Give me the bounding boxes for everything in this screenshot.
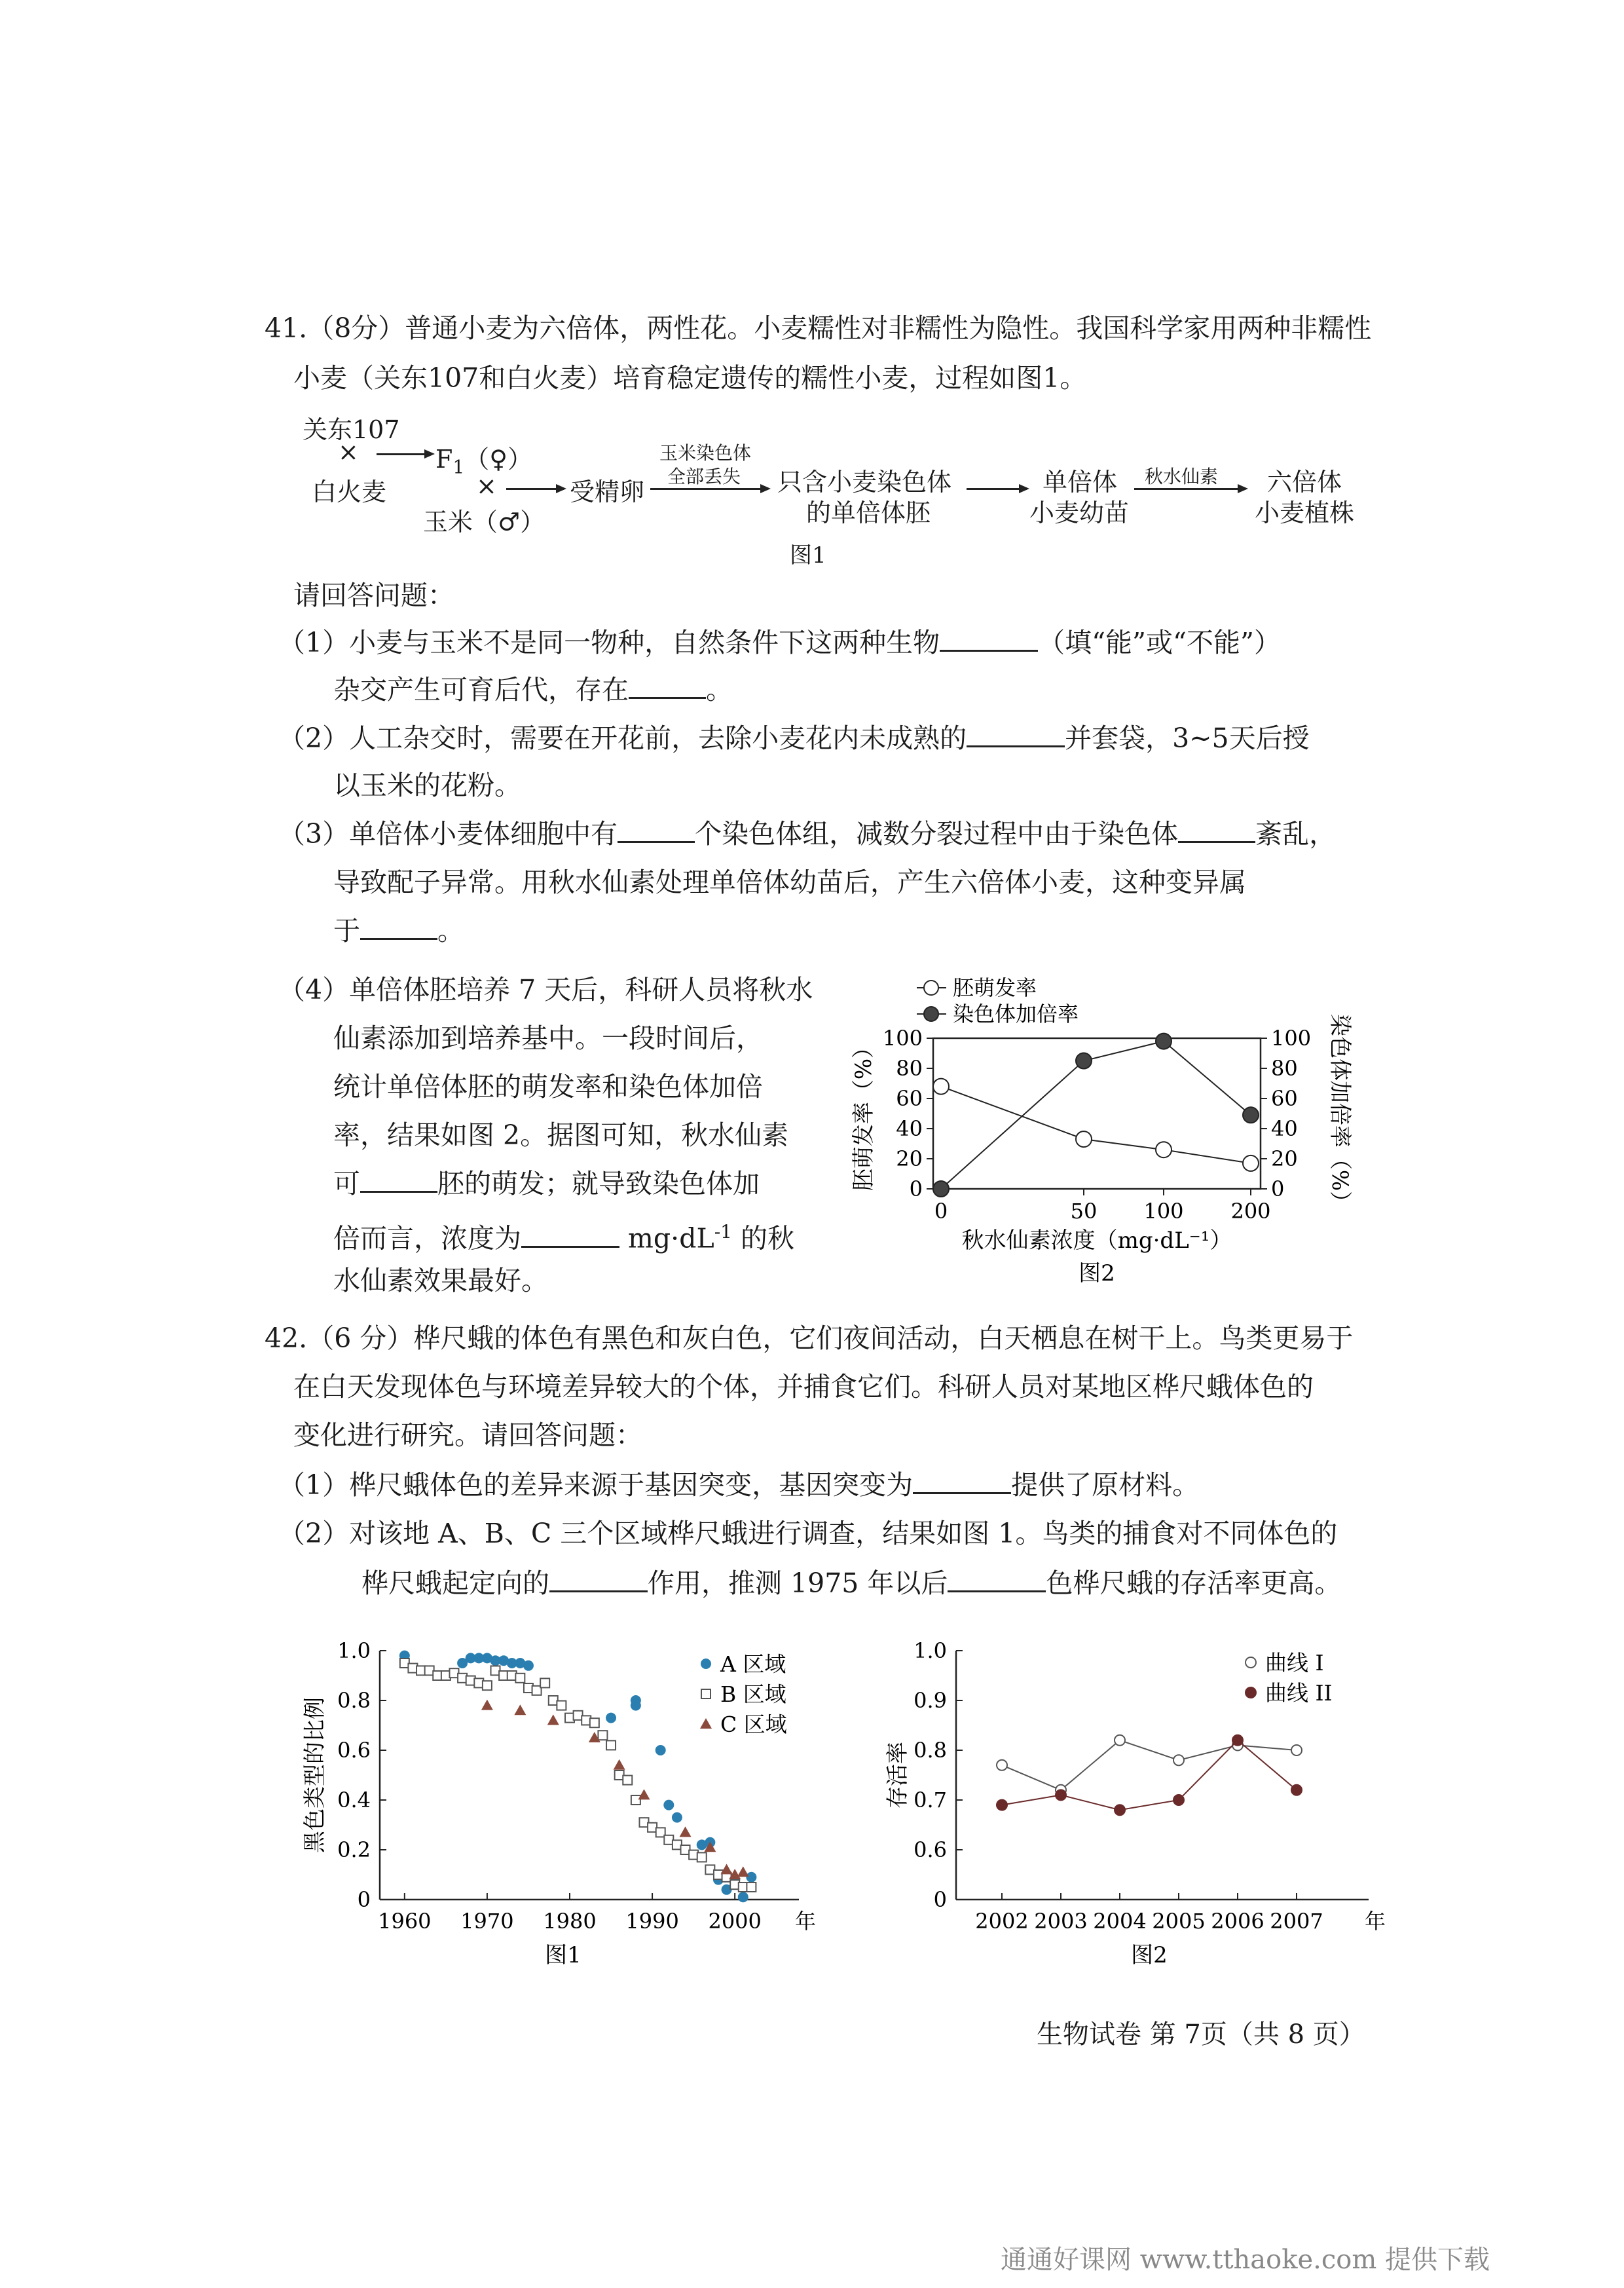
- data-point: [680, 1826, 692, 1837]
- data-point: [737, 1866, 749, 1877]
- x-tick-label: 2000: [708, 1909, 762, 1934]
- flow-arrow-3: [650, 488, 768, 490]
- data-point: [1056, 1790, 1066, 1800]
- answer-blank: [618, 815, 695, 843]
- flow-arrow-2: [506, 488, 564, 490]
- data-point: [1156, 1142, 1172, 1157]
- flow-arrow-5: [1134, 488, 1246, 490]
- legend-marker: [1246, 1687, 1256, 1698]
- data-point: [997, 1800, 1007, 1810]
- q42-line1: 42.（6 分）桦尺蛾的体色有黑色和灰白色，它们夜间活动，白天栖息在树干上。鸟类更易于: [265, 1322, 1354, 1354]
- data-point: [590, 1718, 599, 1727]
- flow-colchicine-label: 秋水仙素: [1145, 466, 1219, 487]
- answer-blank: [629, 671, 706, 699]
- data-point: [598, 1731, 607, 1740]
- x-tick-label: 2003: [1034, 1909, 1088, 1934]
- data-point: [523, 1660, 534, 1671]
- q41-part4-line7: 水仙素效果最好。: [333, 1265, 548, 1296]
- data-point: [1291, 1745, 1302, 1755]
- legend-marker: [924, 1007, 938, 1021]
- data-point: [481, 1700, 493, 1710]
- flow-arrow-label-1: 玉米染色体: [659, 442, 752, 464]
- data-point: [1076, 1053, 1092, 1069]
- q41-part1-line1: （1）小麦与玉米不是同一物种，自然条件下这两种生物 （填“能”或“不能”）: [278, 616, 1281, 669]
- y-tick-label: 0.8: [337, 1688, 371, 1713]
- page-footer: 生物试卷 第 7页（共 8 页）: [1037, 2019, 1365, 2050]
- answer-blank: [1178, 815, 1255, 843]
- flow-corn: 玉米（♂）: [423, 508, 545, 536]
- q41-part3-line3: 于 。: [333, 904, 464, 958]
- x-tick-label: 1970: [460, 1909, 514, 1934]
- flow-embryo-1: 只含小麦染色体: [777, 468, 952, 497]
- y-tick-label-right: 60: [1271, 1086, 1298, 1111]
- answer-blank: [940, 624, 1038, 652]
- legend-label: 染色体加倍率: [953, 1002, 1079, 1026]
- series-line: [941, 1087, 1251, 1163]
- chart-caption: 图1: [545, 1942, 581, 1968]
- data-point: [672, 1812, 682, 1823]
- q41-part4-line3: 统计单倍体胚的萌发率和染色体加倍: [333, 1071, 763, 1102]
- chart-caption: 图2: [1079, 1260, 1115, 1286]
- y-tick-label: 0.6: [913, 1837, 947, 1862]
- data-point: [514, 1704, 526, 1715]
- y-tick-label: 0.2: [337, 1837, 371, 1862]
- y-tick-label: 0.7: [913, 1788, 947, 1812]
- y-axis-label: 存活率: [885, 1742, 911, 1809]
- q42-line2: 在白天发现体色与环境差异较大的个体，并捕食它们。科研人员对某地区桦尺蛾体色的: [293, 1371, 1314, 1402]
- data-point: [1115, 1735, 1125, 1746]
- q42-part2-line2: 桦尺蛾起定向的 作用，推测 1975 年以后 色桦尺蛾的存活率更高。: [361, 1556, 1341, 1610]
- data-point: [1115, 1805, 1125, 1815]
- q42-part1: （1）桦尺蛾体色的差异来源于基因突变，基因突变为 提供了原材料。: [278, 1458, 1199, 1512]
- answer-blank: [967, 719, 1065, 747]
- legend-marker: [701, 1659, 711, 1669]
- data-point: [721, 1864, 733, 1874]
- q41-part2-line1: （2）人工杂交时，需要在开花前，去除小麦花内未成熟的 并套袋，3~5天后授: [278, 711, 1310, 765]
- flow-f1: $F_1(♀)$: [435, 445, 532, 478]
- y-tick-label-left: 40: [896, 1116, 923, 1141]
- chart-black-proportion: [295, 1631, 838, 1972]
- x-tick-label: 2006: [1211, 1909, 1264, 1934]
- legend-label: 胚萌发率: [953, 975, 1037, 1000]
- y-tick-label: 0.9: [913, 1688, 947, 1713]
- plot-frame: [933, 1038, 1261, 1189]
- y-tick-label-right: 80: [1271, 1056, 1298, 1081]
- q41-part4-line1: （4）单倍体胚培养 7 天后，科研人员将秋水: [278, 974, 813, 1005]
- flow-caption: 图1: [790, 542, 826, 569]
- flow-cross-symbol-2: ×: [476, 472, 497, 500]
- q42-line3: 变化进行研究。请回答问题：: [293, 1419, 642, 1451]
- chart-caption: 图2: [1131, 1942, 1168, 1968]
- data-point: [1156, 1034, 1172, 1049]
- data-point: [697, 1852, 707, 1862]
- flow-plant-1: 六倍体: [1267, 468, 1342, 497]
- data-point: [1173, 1755, 1184, 1765]
- x-axis-label: 年: [794, 1909, 817, 1934]
- data-point: [1243, 1107, 1259, 1123]
- data-point: [623, 1776, 632, 1785]
- y-axis-label-right: 染色体加倍率（%）: [1327, 1013, 1353, 1214]
- y-tick-label: 0: [357, 1887, 371, 1912]
- x-tick-label: 0: [934, 1199, 948, 1224]
- legend-label: 曲线 I: [1265, 1650, 1324, 1676]
- answer-blank: [360, 912, 437, 940]
- q41-part4-line2: 仙素添加到培养基中。一段时间后，: [333, 1022, 763, 1054]
- y-tick-label: 0.4: [337, 1788, 371, 1812]
- y-tick-label: 1.0: [337, 1638, 371, 1663]
- flow-zygote: 受精卵: [570, 478, 645, 506]
- data-point: [557, 1701, 566, 1710]
- legend-marker: [700, 1718, 712, 1729]
- y-tick-label: 0.8: [913, 1738, 947, 1763]
- data-point: [606, 1740, 616, 1750]
- x-tick-label: 1960: [378, 1909, 432, 1934]
- data-point: [663, 1800, 674, 1810]
- q41-part4-line5: 可 胚的萌发；就导致染色体加: [333, 1157, 760, 1210]
- x-tick-label: 2004: [1093, 1909, 1147, 1934]
- flow-seedling-1: 单倍体: [1043, 468, 1118, 497]
- y-axis-label: 黑色类型的比例: [302, 1697, 328, 1853]
- x-tick-label: 1980: [543, 1909, 597, 1934]
- legend-marker: [1246, 1657, 1256, 1668]
- y-tick-label-left: 0: [909, 1176, 923, 1201]
- x-axis-label: 秋水仙素浓度（mg·dL⁻¹）: [961, 1228, 1232, 1254]
- legend-label: B 区域: [720, 1681, 786, 1707]
- q41-prompt: 请回答问题：: [293, 580, 454, 611]
- data-point: [738, 1892, 748, 1902]
- legend-label: A 区域: [720, 1651, 786, 1677]
- q41-part3-line1: （3）单倍体小麦体细胞中有 个染色体组，减数分裂过程中由于染色体 紊乱，: [278, 807, 1336, 861]
- answer-blank: [948, 1564, 1046, 1592]
- data-point: [933, 1181, 949, 1197]
- x-tick-label: 2002: [975, 1909, 1029, 1934]
- q41-part4-line6: 倍而言，浓度为 $mg\cdot dL^{-1}$ 的秋: [333, 1205, 794, 1266]
- data-point: [655, 1745, 666, 1755]
- y-tick-label: 0: [933, 1887, 947, 1912]
- x-tick-label: 50: [1070, 1199, 1098, 1224]
- q41-line1: 41.（8分）普通小麦为六倍体，两性花。小麦糯性对非糯性为隐性。我国科学家用两种非糯性: [265, 312, 1372, 344]
- x-axis-label: 年: [1364, 1909, 1386, 1934]
- flow-arrow-1: [377, 453, 432, 455]
- x-tick-label: 2007: [1270, 1909, 1323, 1934]
- data-point: [547, 1714, 559, 1725]
- y-tick-label: 1.0: [913, 1638, 947, 1663]
- data-point: [515, 1674, 525, 1683]
- answer-blank: [549, 1564, 648, 1592]
- y-tick-label-left: 80: [896, 1056, 923, 1081]
- data-point: [1232, 1735, 1243, 1746]
- flow-plant-2: 小麦植株: [1255, 498, 1355, 527]
- data-point: [1173, 1795, 1184, 1805]
- y-tick-label-left: 20: [896, 1146, 923, 1171]
- y-tick-label-left: 60: [896, 1086, 923, 1111]
- y-tick-label-right: 40: [1271, 1116, 1298, 1141]
- data-point: [638, 1789, 650, 1799]
- data-point: [631, 1795, 640, 1805]
- data-point: [746, 1872, 756, 1883]
- x-tick-label: 1990: [625, 1909, 679, 1934]
- y-tick-label: 0.6: [337, 1738, 371, 1763]
- answer-blank: [913, 1466, 1011, 1494]
- series-line: [1002, 1740, 1297, 1790]
- data-point: [1291, 1785, 1302, 1795]
- legend-label: C 区域: [720, 1712, 787, 1737]
- chart-colchicine-effect: [832, 969, 1369, 1310]
- series-line: [941, 1041, 1251, 1189]
- data-point: [614, 1759, 625, 1770]
- q41-part4-line4: 率，结果如图 2。据图可知，秋水仙素: [333, 1119, 789, 1151]
- flow-embryo-2: 的单倍体胚: [806, 498, 931, 527]
- q41-part2-line2: 以玉米的花粉。: [333, 770, 521, 801]
- y-tick-label-right: 0: [1271, 1176, 1285, 1201]
- flow-guandong107: 关东107: [303, 415, 400, 444]
- y-tick-label-left: 100: [882, 1026, 923, 1051]
- x-tick-label: 200: [1230, 1199, 1271, 1224]
- legend-marker: [924, 981, 938, 995]
- q41-part3-line2: 导致配子异常。用秋水仙素处理单倍体幼苗后，产生六倍体小麦，这种变异属: [333, 867, 1246, 898]
- y-tick-label-right: 100: [1271, 1026, 1312, 1051]
- legend-marker: [701, 1689, 710, 1698]
- data-point: [933, 1079, 949, 1095]
- flow-arrow-4: [967, 488, 1027, 490]
- data-point: [747, 1883, 756, 1892]
- y-tick-label-right: 20: [1271, 1146, 1298, 1171]
- legend-label: 曲线 II: [1265, 1680, 1333, 1706]
- flow-seedling-2: 小麦幼苗: [1029, 498, 1130, 527]
- x-tick-label: 100: [1143, 1199, 1184, 1224]
- flow-arrow-label-2: 全部丢失: [667, 466, 741, 487]
- q41-part1-line2: 杂交产生可育后代，存在 。: [333, 663, 733, 717]
- answer-blank: [360, 1165, 437, 1193]
- q41-line2: 小麦（关东107和白火麦）培育稳定遗传的糯性小麦，过程如图1。: [293, 362, 1087, 394]
- flow-baihuomai: 白火麦: [312, 478, 387, 506]
- data-point: [540, 1678, 549, 1687]
- data-point: [483, 1681, 492, 1690]
- q42-part2-line1: （2）对该地 A、B、C 三个区域桦尺蛾进行调查，结果如图 1。鸟类的捕食对不同体色的: [278, 1518, 1338, 1549]
- chart-survival-rate: [871, 1631, 1395, 1972]
- x-tick-label: 2005: [1152, 1909, 1206, 1934]
- data-point: [1076, 1131, 1092, 1147]
- answer-blank: [521, 1220, 619, 1248]
- watermark: 通通好课网 www.tthaoke.com 提供下载: [1001, 2245, 1490, 2275]
- data-point: [1243, 1155, 1259, 1171]
- data-point: [606, 1713, 616, 1723]
- y-axis-label-left: 胚萌发率（%）: [851, 1036, 877, 1191]
- flow-cross-symbol-1: ×: [338, 438, 359, 466]
- data-point: [631, 1700, 641, 1711]
- data-point: [997, 1760, 1007, 1771]
